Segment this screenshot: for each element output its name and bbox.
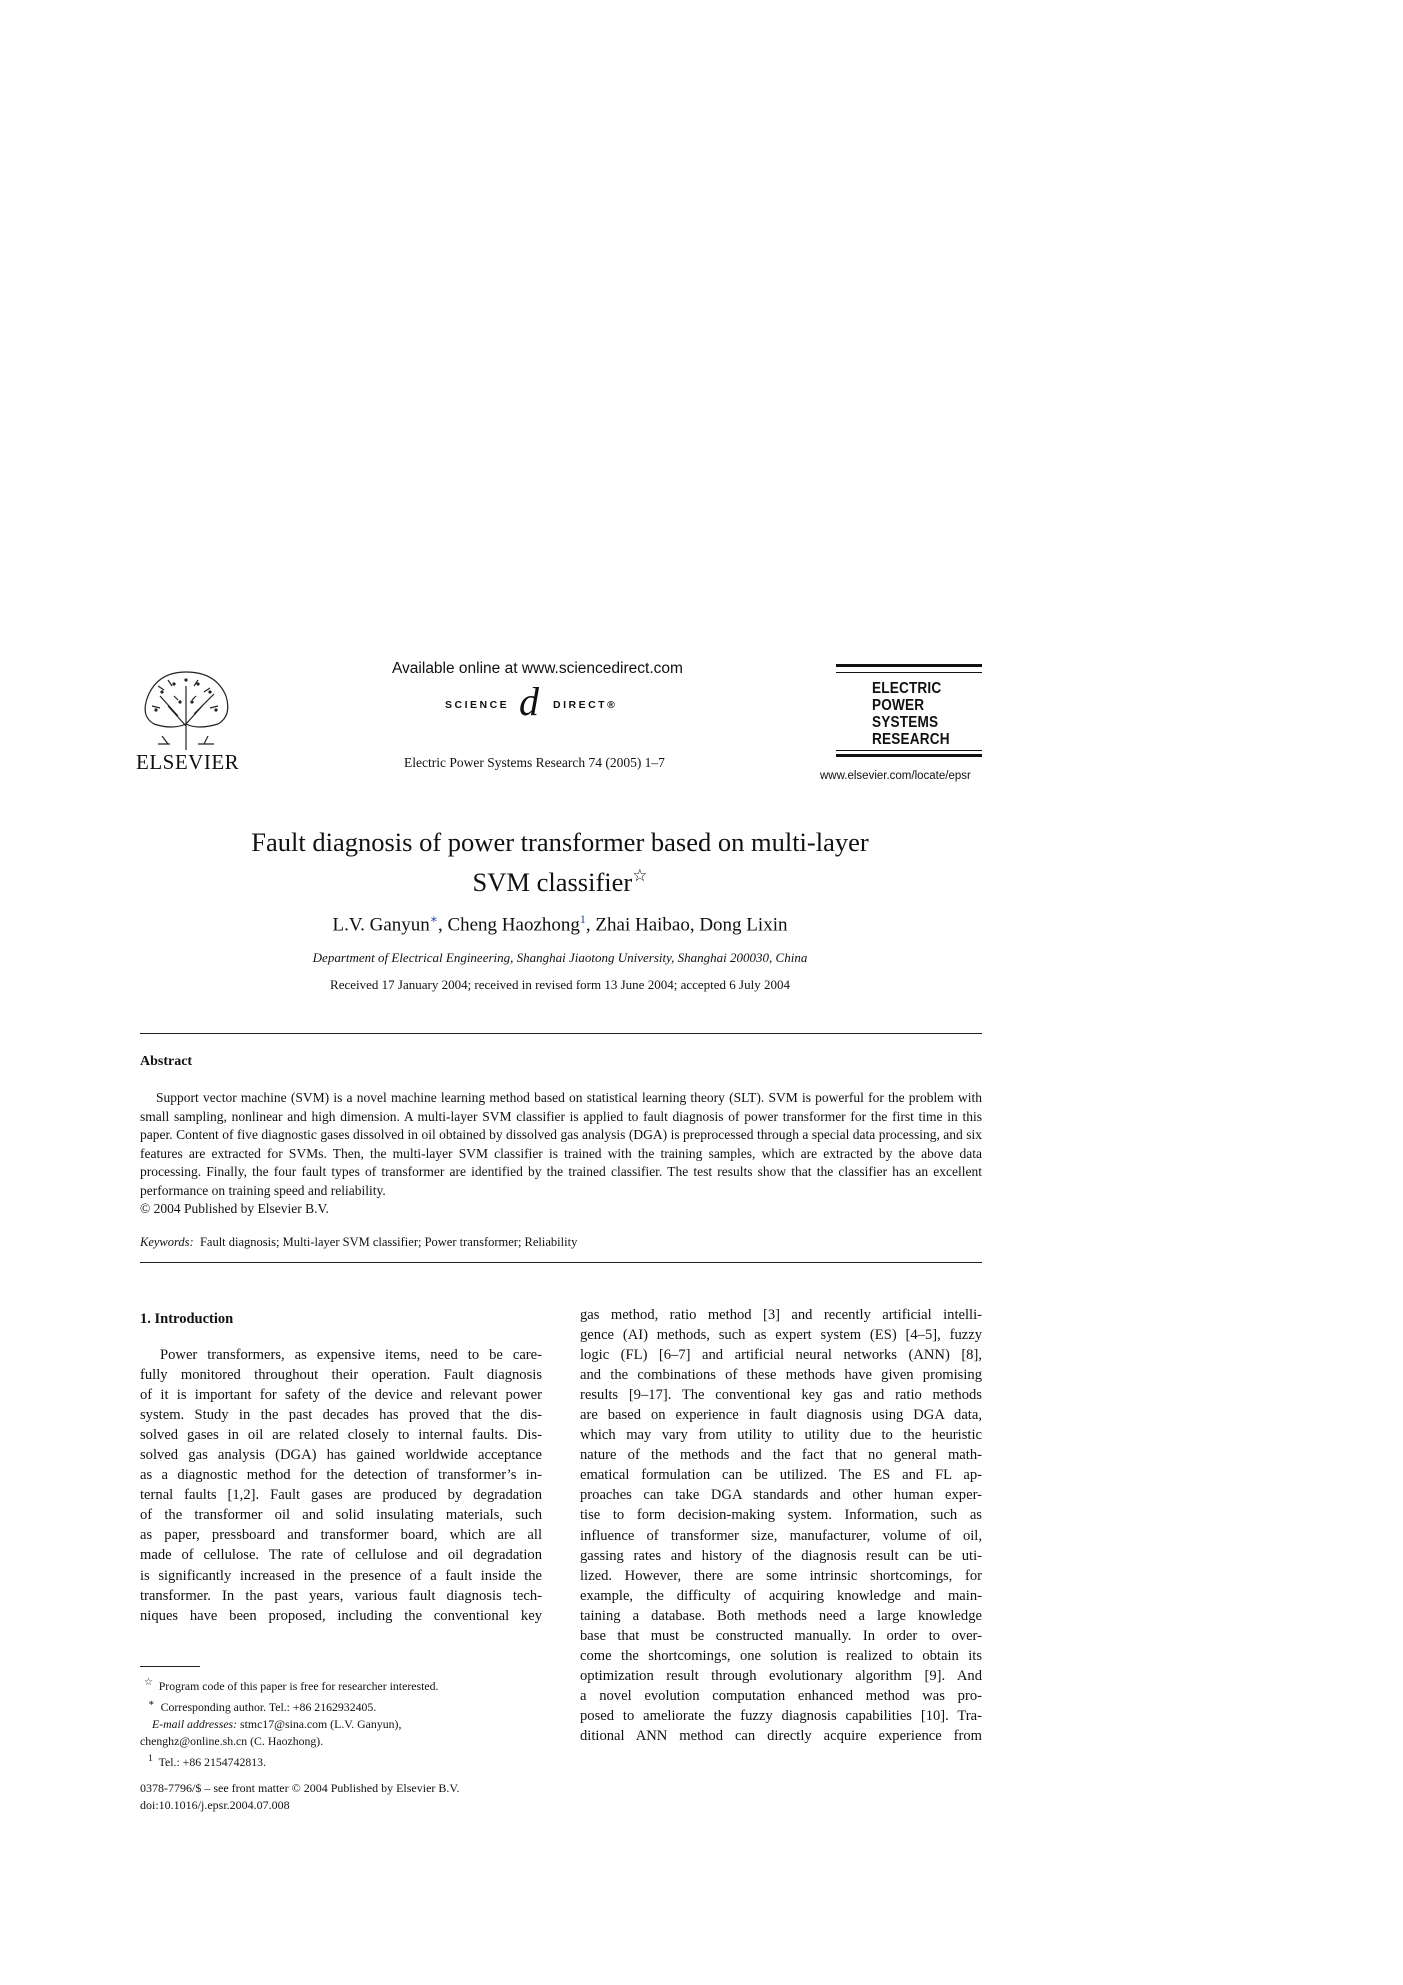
body-text-line: posed to ameliorate the fuzzy diagnosis capabilities [10]. Tra-	[580, 1707, 982, 1724]
body-text-line: transformer. In the past years, various fault diagnosis tech-	[140, 1587, 542, 1604]
body-text-line: which may vary from utility to utility due to the heuristic	[580, 1427, 982, 1444]
abstract-copyright: © 2004 Published by Elsevier B.V.	[140, 1201, 329, 1216]
body-text-line: system. Study in the past decades has proved that the dis-	[140, 1407, 542, 1424]
sciencedirect-right-word: DIRECT®	[553, 699, 618, 711]
doi-link[interactable]: doi:10.1016/j.epsr.2004.07.008	[140, 1797, 290, 1812]
email-link[interactable]: chenghz@online.sh.cn (C. Haozhong).	[140, 1733, 324, 1748]
email-link[interactable]: stmc17@sina.com (L.V. Ganyun),	[240, 1716, 402, 1731]
body-text-line: Power transformers, as expensive items, need to be care-	[160, 1347, 542, 1363]
abstract-text: Support vector machine (SVM) is a novel machine learning method based on statistical learning theory (SLT). SVM is powerful for the problem with small sampling, nonlinear and high dimension. A multi-layer SVM classifier is applied to fault diagnosis of power transformer for the first time in this paper. Content of five diagnostic gases dissolved in oil obtained by dissolved gas analysis (DGA) is preprocessed through a special data processing, and six features are extracted for SVMs. Then, the multi-layer SVM classifier is trained with the training samples, which are extracted by the above data processing. Finally, the four fault types of transformer are identified by the trained classifier. The test results show that the classifier has an excellent performance on training speed and reliability.	[140, 1090, 982, 1198]
body-text-line: niques have been proposed, including the conventional key	[140, 1607, 542, 1624]
available-online-text[interactable]: Available online at www.sciencedirect.com	[392, 660, 683, 677]
body-text-line: optimization result through evolutionary algorithm [9]. And	[580, 1667, 982, 1684]
body-text-line: base that must be constructed manually. In order to over-	[580, 1627, 982, 1644]
body-text-line: gas method, ratio method [3] and recently artificial intelli-	[580, 1307, 982, 1323]
body-text-line: and the combinations of these methods have given promising	[580, 1367, 982, 1384]
body-column-left	[140, 1345, 542, 1626]
body-text-line: ematical formulation can be utilized. The ES and FL ap-	[580, 1467, 982, 1484]
body-text-line: influence of transformer size, manufacturer, volume of oil,	[580, 1527, 982, 1544]
body-text-line: solved gas analysis (DGA) has gained worldwide acceptance	[140, 1447, 542, 1464]
body-text-line: logic (FL) [6–7] and artificial neural networks (ANN) [8],	[580, 1347, 982, 1364]
section-heading-introduction: 1. Introduction	[140, 1311, 234, 1327]
epsr-journal-logo	[836, 664, 982, 756]
body-text-line: taining a database. Both methods need a large knowledge	[580, 1607, 982, 1624]
received-dates: Received 17 January 2004; received in revised form 13 June 2004; accepted 6 July 2004	[330, 977, 790, 992]
abstract-heading: Abstract	[140, 1054, 193, 1069]
body-text-line: is significantly increased in the presence of a fault inside the	[140, 1567, 542, 1584]
body-text-line: nature of the methods and the fact that no general math-	[580, 1447, 982, 1464]
paper-title: Fault diagnosis of power transformer based on multi-layer SVM classifier☆	[251, 827, 869, 897]
footnote-rule	[140, 1666, 200, 1667]
body-text-line: example, the difficulty of acquiring knowledge and main-	[580, 1587, 982, 1604]
body-text-line: of the transformer oil and solid insulating materials, such	[140, 1507, 542, 1524]
body-text-line: of it is important for safety of the device and relevant power	[140, 1387, 542, 1404]
elsevier-wordmark: ELSEVIER	[136, 750, 240, 774]
body-text-line: tise to form decision-making system. Information, such as	[580, 1507, 982, 1524]
body-text-line: gence (AI) methods, such as expert system (ES) [4–5], fuzzy	[580, 1327, 982, 1344]
body-text-line: lized. However, there are some intrinsic shortcomings, for	[580, 1567, 982, 1584]
body-column-right	[580, 1305, 982, 1746]
body-text-line: gassing rates and history of the diagnosis result can be uti-	[580, 1547, 982, 1564]
title-star-icon[interactable]: ☆	[632, 866, 648, 885]
epsr-logo-text: ELECTRIC POWER SYSTEMS RESEARCH	[872, 680, 950, 748]
body-text-line: made of cellulose. The rate of cellulose and oil degradation	[140, 1547, 542, 1564]
body-text-line: ditional ANN method can directly acquire experience from	[580, 1727, 982, 1744]
body-text-line: fully monitored throughout their operation. Fault diagnosis	[140, 1367, 542, 1384]
keywords-text: Fault diagnosis; Multi-layer SVM classifier; Power transformer; Reliability	[199, 1235, 578, 1249]
body-text-line: proaches can take DGA standards and other human exper-	[580, 1487, 982, 1504]
sciencedirect-at-icon: d	[519, 679, 539, 724]
journal-url-link[interactable]: www.elsevier.com/locate/epsr	[820, 770, 971, 782]
body-text-line: solved gases in oil are related closely to internal faults. Dis-	[140, 1427, 542, 1444]
affiliation: Department of Electrical Engineering, Shanghai Jiaotong University, Shanghai 200030, China	[312, 950, 808, 965]
sciencedirect-logo	[445, 679, 633, 726]
keywords-label: Keywords:	[140, 1235, 194, 1249]
body-text-line: come the shortcomings, one solution is realized to obtain its	[580, 1647, 982, 1664]
body-text-line: as paper, pressboard and transformer board, which are all	[140, 1527, 542, 1544]
abstract-top-rule	[140, 1033, 982, 1034]
journal-reference: Electric Power Systems Research 74 (2005) 1–7	[404, 755, 665, 770]
author-list: L.V. Ganyun∗, Cheng Haozhong$^1$, Zhai Haibao, Dong Lixin	[332, 912, 788, 936]
body-text-line: ternal faults [1,2]. Fault gases are produced by degradation	[140, 1487, 542, 1504]
abstract-bottom-rule	[140, 1262, 982, 1263]
author-footnote-mark[interactable]: 1	[579, 912, 586, 926]
body-text-line: as a diagnostic method for the detection of transformer’s in-	[140, 1467, 542, 1484]
keywords	[140, 1235, 577, 1250]
body-text-line: are based on experience in fault diagnosis using DGA data,	[580, 1407, 982, 1424]
corresponding-author-mark[interactable]: ∗	[429, 912, 438, 926]
body-text-line: a novel evolution computation enhanced method was pro-	[580, 1687, 982, 1704]
sciencedirect-left-word: SCIENCE	[445, 699, 510, 711]
footnotes: ☆ Program code of this paper is free for researcher interested. ∗ Corresponding author. Tel.: +86 2162932405. E-mail addresses: stmc17@sina.com (L.V. Ganyun), chenghz@online.sh.cn (C. Haozhong). $^1$ Tel.: +86 2154742813.	[140, 1677, 439, 1769]
body-text-line: results [9–17]. The conventional key gas and ratio methods	[580, 1387, 982, 1404]
front-matter: 0378-7796/$ – see front matter © 2004 Published by Elsevier B.V. doi:10.1016/j.epsr.2004.07.008	[140, 1781, 460, 1812]
